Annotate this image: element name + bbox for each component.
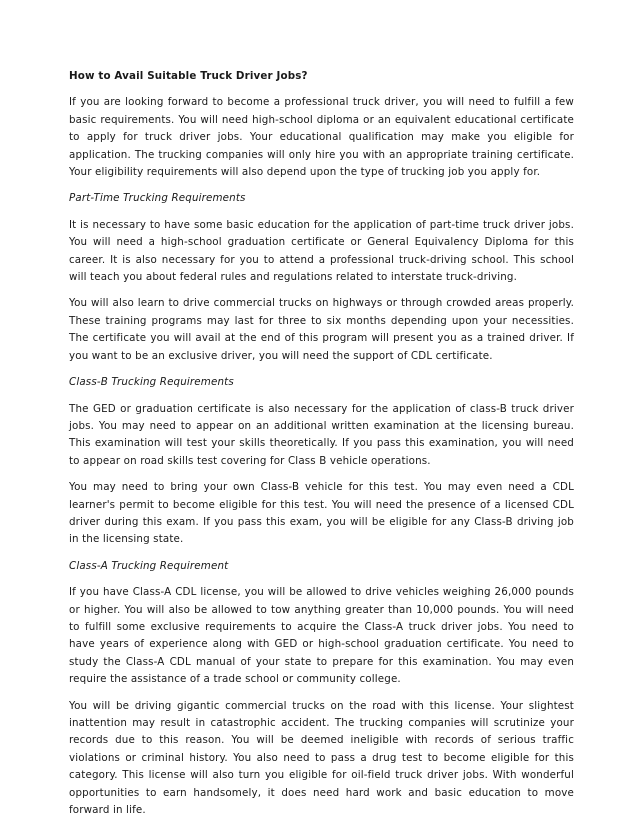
part-time-paragraph-2: You will also learn to drive commercial trucks on highways or through crowded areas properly. These training programs may last for three to six months depending upon your necessities. The certificate you will avail at the end of this program will present you as a trained driver. If you want to be an exclusive driver, you will need the support of CDL certificate.: [69, 297, 574, 362]
document-page: [69, 68, 574, 828]
part-time-paragraph-1: It is necessary to have some basic education for the application of part-time truck driver jobs. You will need a high-school graduation certificate or General Equivalency Diploma for this career. It is also necessary for you to attend a professional truck-driving school. This school will teach you about federal rules and regulations related to interstate truck-driving.: [69, 218, 574, 284]
class-b-paragraph-2: You may need to bring your own Class-B vehicle for this test. You may even need a CDL learner's permit to become eligible for this test. You will need the presence of a licensed CDL driver during this exam. If you pass this exam, you will be eligible for any Class-B driving job in the licensing state.: [69, 481, 574, 546]
document-title: How to Avail Suitable Truck Driver Jobs?: [69, 70, 308, 82]
class-b-paragraph-1: The GED or graduation certificate is also necessary for the application of class-B truck driver jobs. You may need to appear on an additional written examination at the licensing bureau. This examination will test your skills theoretically. If you pass this examination, you will need to appear on road skills test covering for Class B vehicle operations.: [69, 402, 574, 467]
class-a-paragraph-1: If you have Class-A CDL license, you will be allowed to drive vehicles weighing 26,000 pounds or higher. You will also be allowed to tow anything greater than 10,000 pounds. You will need to fulfill some exclusive requirements to acquire the Class-A truck driver jobs. You need to have years of experience along with GED or high-school graduation certificate. You need to study the Class-A CDL manual of your state to prepare for this examination. You may even require the assistance of a trade school or community college.: [69, 586, 574, 686]
section-heading-class-b: Class-B Trucking Requirements: [69, 376, 234, 389]
section-heading-class-a: Class-A Trucking Requirement: [69, 559, 229, 572]
class-a-paragraph-2: You will be driving gigantic commercial trucks on the road with this license. Your slightest inattention may result in catastrophic accident. The trucking companies will scrutinize your records due to this reason. You will be deemed ineligible with records of serious traffic violations or criminal history. You also need to pass a drug test to become eligible for this category. This license will also turn you eligible for oil-field truck driver jobs. With wonderful opportunities to earn handsomely, it does need hard work and basic education to move forward in life.: [69, 699, 574, 817]
section-heading-part-time: Part-Time Trucking Requirements: [69, 192, 246, 205]
intro-paragraph: If you are looking forward to become a professional truck driver, you will need to fulfill a few basic requirements. You will need high-school diploma or an equivalent educational certificate to apply for truck driver jobs. Your educational qualification may make you eligible for application. The trucking companies will only hire you with an appropriate training certificate. Your eligibility requirements will also depend upon the type of trucking job you apply for.: [69, 96, 574, 179]
